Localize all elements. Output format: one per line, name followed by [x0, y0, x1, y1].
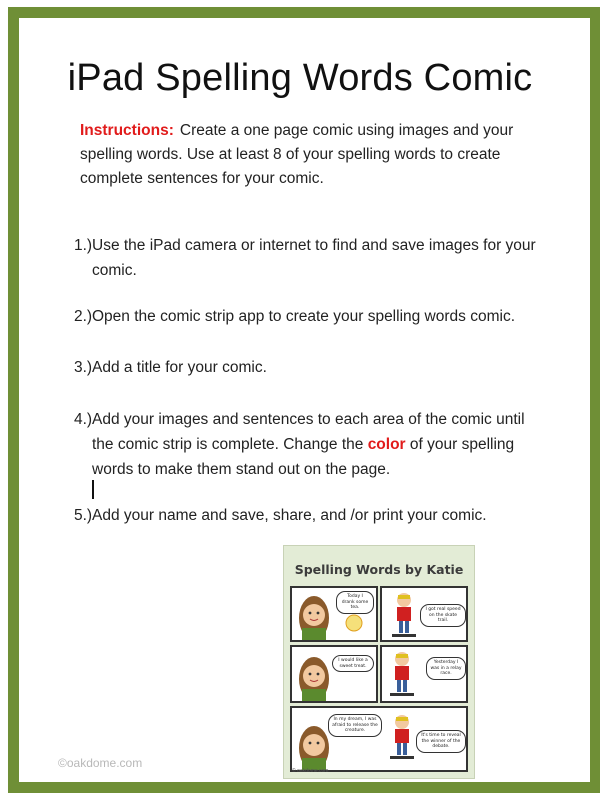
instructions-label: Instructions: [80, 122, 174, 139]
step-number: 1.) [74, 237, 93, 254]
step-3 [74, 355, 544, 380]
example-comic-image [283, 545, 475, 779]
step-number: 4.) [74, 411, 93, 428]
speech-bubble: I got real speed on the skate trail. [420, 604, 466, 627]
step-number: 2.) [74, 308, 93, 325]
watermark: ©oakdome.com [58, 756, 143, 770]
step-number: 5.) [74, 507, 93, 524]
comic-panel-1 [290, 586, 378, 642]
speech-bubble: Yesterday I was in a relay race. [426, 657, 466, 680]
comic-panel-4 [380, 645, 468, 703]
step-text: Add your name and save, share, and /or print your comic. [92, 507, 487, 524]
step-number: 3.) [74, 359, 93, 376]
color-word: color [367, 436, 406, 453]
instructions [80, 119, 540, 191]
instructions-text: Create a one page comic using images and your spelling words. Use at least 8 of your spelling words to create complete sentences for your comic. [80, 122, 514, 187]
comic-title: Spelling Words by Katie [294, 562, 464, 577]
comic-panel-2 [380, 586, 468, 642]
step-1 [74, 233, 544, 283]
page-title: iPad Spelling Words Comic [67, 57, 533, 99]
speech-bubble: In my dream, I was afraid to release the creature. [328, 714, 382, 737]
step-text: Add your images and sentences to each area of the comic until the comic strip is complete. Change the color of your spelling words to make them stand out on the page. [92, 411, 525, 478]
speech-bubble: I would like a sweet treat. [332, 655, 374, 672]
text-cursor [92, 480, 94, 499]
comic-credit: © oakdome.com [292, 768, 329, 774]
step-text: Use the iPad camera or internet to find and save images for your comic. [92, 237, 536, 279]
comic-panel-5 [290, 706, 468, 772]
step-2 [74, 304, 544, 329]
step-text: Add a title for your comic. [92, 359, 267, 376]
speech-bubble: It's time to reveal the winner of the debate. [416, 730, 466, 753]
step-4 [74, 407, 544, 482]
comic-panel-3 [290, 645, 378, 703]
speech-bubble: Today I drank some tea. [336, 591, 374, 614]
step-5 [74, 503, 544, 528]
step-text: Open the comic strip app to create your spelling words comic. [92, 308, 515, 325]
